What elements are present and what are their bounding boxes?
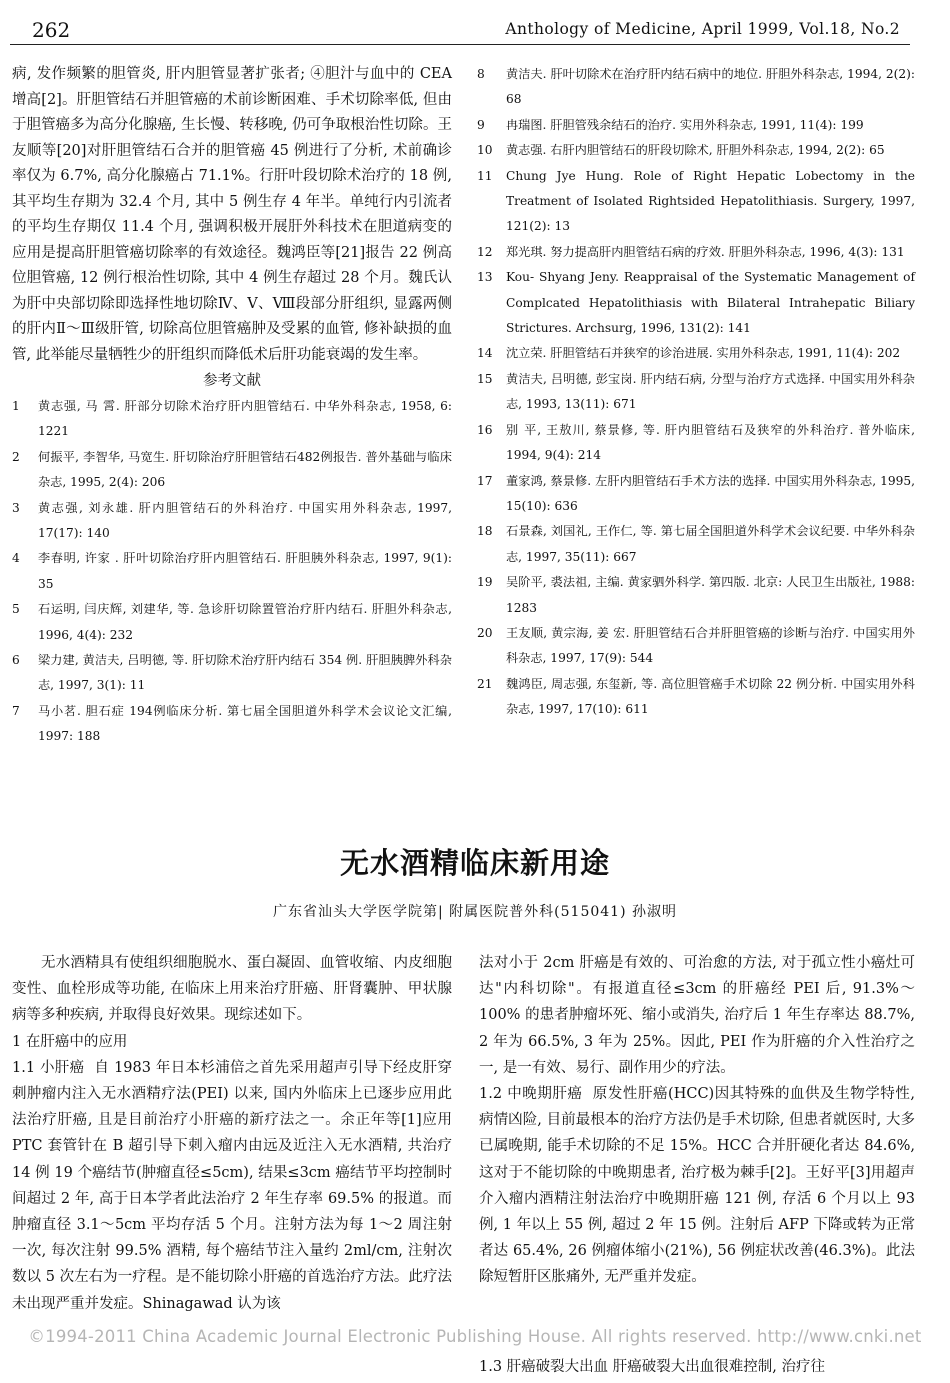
reference-item bbox=[477, 621, 915, 672]
subsection-label: 1.2 中晚期肝癌 bbox=[479, 1086, 583, 1103]
reference-text: 沈立荣. 肝胆管结石并狭窄的诊治进展. 实用外科杂志, 1991, 11(4): 202 bbox=[506, 346, 901, 361]
references-list-right bbox=[477, 62, 915, 723]
right-column bbox=[477, 62, 915, 723]
reference-item bbox=[12, 445, 452, 496]
reference-number: 2 bbox=[12, 449, 20, 464]
reference-item bbox=[477, 672, 915, 723]
reference-text: 郑光琪. 努力提高肝内胆管结石病的疗效. 肝胆外科杂志, 1996, 4(3): 131 bbox=[506, 244, 905, 259]
reference-text: 黄志强, 刘永雄. 肝内胆管结石的外科治疗. 中国实用外科杂志, 1997, 17(17): 140 bbox=[38, 500, 452, 541]
reference-item bbox=[477, 570, 915, 621]
subsection-text: 自 1983 年日本杉浦倍之首先采用超声引导下经皮肝穿刺肿瘤内注入无水酒精疗法(PEI) 以来, 国内外临床上已逐步应用此法治疗肝癌, 且是目前治疗小肝癌的新疗法之一。余正年等[1]应用 PTC 套管针在 B 超引导下刺入瘤内由远及近注入无水酒精, 共治疗 14 例 19 个癌结节(肿瘤直径≤5cm), 结果≤3cm 癌结节平均控制时间超过 2 年, 高于日本学者此法治疗 2 年生存率 69.5% 的报道。而肿瘤直径 3.1～5cm 平均存活 5 个月。注射方法为每 1～2 周注射一次, 每次注射 99.5% 酒精, 每个癌结节注入量约 2ml/cm, 注射次数以 5 次左右为一疗程。是不能切除小肝癌的首选治疗方法。此疗法未出现严重并发症。Shinagawad 认为该 bbox=[12, 1059, 453, 1312]
section-heading: 1 在肝癌中的应用 bbox=[12, 1033, 128, 1050]
reference-text: 董家鸿, 蔡景修. 左肝内胆管结石手术方法的选择. 中国实用外科杂志, 1995, 15(10): 636 bbox=[506, 473, 915, 513]
page-number: 262 bbox=[32, 18, 71, 42]
reference-text: 石景森, 刘国礼, 王作仁, 等. 第七届全国胆道外科学术会议纪要. 中华外科杂志, 1997, 35(11): 667 bbox=[506, 524, 915, 564]
reference-text: 吴阶平, 裘法祖, 主编. 黄家驷外科学. 第四版. 北京: 人民卫生出版社, 1988: 1283 bbox=[506, 575, 915, 615]
reference-item bbox=[477, 469, 915, 520]
reference-item bbox=[477, 240, 915, 265]
reference-item bbox=[477, 164, 915, 240]
article-byline: 广东省汕头大学医学院第| 附属医院普外科(515041) 孙淑明 bbox=[273, 904, 677, 920]
reference-text: 马小茗. 胆石症 194例临床分析. 第七届全国胆道外科学术会议论文汇编, 1997: 188 bbox=[38, 703, 452, 744]
reference-item bbox=[477, 138, 915, 163]
reference-text: 何振平, 李智华, 马宽生. 肝切除治疗肝胆管结石482例报告. 普外基础与临床杂志, 1995, 2(4): 206 bbox=[38, 449, 452, 490]
references-list-left bbox=[12, 394, 452, 750]
reference-text: 别 平, 王敖川, 蔡景修, 等. 肝内胆管结石及狭窄的外科治疗. 普外临床, 1994, 9(4): 214 bbox=[506, 422, 915, 463]
references-heading: 参考文献 bbox=[203, 373, 261, 389]
reference-number: 20 bbox=[477, 625, 493, 640]
subsection-1-3: 1.3 肝癌破裂大出血 肝癌破裂大出血很难控制, 治疗往 bbox=[479, 1359, 825, 1375]
subsection-label: 1.1 小肝癌 bbox=[12, 1059, 85, 1076]
reference-item bbox=[477, 341, 915, 366]
reference-number: 12 bbox=[477, 244, 493, 259]
header-rule bbox=[10, 44, 910, 45]
reference-number: 3 bbox=[12, 500, 20, 515]
reference-number: 6 bbox=[12, 653, 20, 668]
reference-number: 1 bbox=[12, 399, 20, 413]
reference-text: 王友顺, 黄宗海, 姜 宏. 肝胆管结石合并肝胆管癌的诊断与治疗. 中国实用外科杂志, 1997, 17(9): 544 bbox=[506, 625, 915, 666]
reference-text: 魏鸿臣, 周志强, 东玺新, 等. 高位胆管癌手术切除 22 例分析. 中国实用外科杂志, 1997, 17(10): 611 bbox=[506, 676, 915, 717]
reference-item bbox=[477, 265, 915, 341]
reference-number: 16 bbox=[477, 422, 493, 437]
reference-item bbox=[477, 367, 915, 418]
reference-item bbox=[477, 418, 915, 469]
reference-item bbox=[477, 519, 915, 570]
reference-item bbox=[12, 648, 452, 699]
reference-number: 9 bbox=[477, 117, 485, 132]
reference-number: 10 bbox=[477, 143, 493, 158]
reference-number: 14 bbox=[477, 346, 493, 361]
reference-item bbox=[12, 394, 452, 445]
reference-number: 8 bbox=[477, 67, 485, 81]
reference-text: 石运明, 闫庆辉, 刘建华, 等. 急诊肝切除置管治疗肝内结石. 肝胆外科杂志, 1996, 4(4): 232 bbox=[38, 602, 452, 642]
reference-number: 4 bbox=[12, 551, 20, 566]
article-right-column bbox=[479, 950, 915, 1291]
article-left-column bbox=[12, 950, 452, 1317]
reference-number: 17 bbox=[477, 473, 493, 488]
reference-number: 19 bbox=[477, 575, 493, 590]
reference-text: Kou- Shyang Jeny. Reappraisal of the Systematic Management of Complcated Hepatolithiasis with Bilateral Intrahepatic Biliary Strictures. Archsurg, 1996, 131(2): 141 bbox=[506, 270, 915, 336]
reference-item bbox=[12, 496, 452, 547]
reference-number: 15 bbox=[477, 371, 493, 386]
body-paragraph: 病, 发作频繁的胆管炎, 肝内胆管显著扩张者; ④胆汁与血中的 CEA 增高[2]。肝胆管结石并胆管癌的术前诊断困难、手术切除率低, 但由于胆管癌多为高分化腺癌, 生长慢、转移晚, 仍可争取根治性切除。王友顺等[20]对肝胆管结石合并的胆管癌 45 例进行了分析, 术前确诊率仅为 6.7%, 高分化腺癌占 71.1%。行肝叶段切除术治疗的 18 例, 其平均生存期为 32.4 个月, 其中 5 例生存 4 年半。单纯行内引流者的平均生存期仅 11.4 个月, 强调积极开展肝外科技术在胆道病变的应用是提高肝胆管癌切除率的有效途径。魏鸿臣等[21]报告 22 例高位胆管癌, 12 例行根治性切除, 其中 4 例生存超过 28 个月。魏氏认为肝中央部切除即选择性地切除Ⅳ、Ⅴ、Ⅷ段部分肝组织, 显露两侧的肝内Ⅱ～Ⅲ级肝管, 切除高位胆管癌肿及受累的血管, 修补缺损的血管, 此举能尽量牺牲少的肝组织而降低术后肝功能衰竭的发生率。 bbox=[12, 66, 452, 363]
copyright-watermark: ©1994-2011 China Academic Journal Electronic Publishing House. All rights reserved. http://www.cnki.net bbox=[28, 1327, 922, 1346]
continued-paragraph: 法对小于 2cm 肝癌是有效的、可治愈的方法, 对于孤立性小癌灶可达"内科切除"。有报道直径≤3cm 的肝癌经 PEI 后, 91.3%～100% 的患者肿瘤坏死、缩小或消失, 治疗后 1 年生存率达 88.7%, 2 年为 66.5%, 3 年为 25%。因此, PEI 作为肝癌的介入性治疗之一, 是一有效、易行、副作用少的疗法。 bbox=[479, 955, 915, 1076]
reference-number: 5 bbox=[12, 602, 20, 617]
reference-text: 冉瑞图. 肝胆管残余结石的治疗. 实用外科杂志, 1991, 11(4): 199 bbox=[506, 117, 864, 132]
reference-text: Chung Jye Hung. Role of Right Hepatic Lobectomy in the Treatment of Isolated Rightsided Hepatolithiasis. Surgery, 1997, 121(2): 13 bbox=[506, 168, 915, 234]
reference-item bbox=[12, 699, 452, 750]
article-title: 无水酒精临床新用途 bbox=[339, 846, 610, 880]
subsection-1-1 bbox=[12, 1055, 452, 1317]
journal-running-head: Anthology of Medicine, April 1999, Vol.18, No.2 bbox=[505, 20, 900, 38]
reference-text: 黄洁夫, 吕明德, 彭宝岗. 肝内结石病, 分型与治疗方式选择. 中国实用外科杂志, 1993, 13(11): 671 bbox=[506, 371, 915, 412]
reference-number: 21 bbox=[477, 676, 493, 691]
reference-text: 黄志强. 右肝内胆管结石的肝段切除术, 肝胆外科杂志, 1994, 2(2): 65 bbox=[506, 143, 885, 158]
left-column bbox=[12, 62, 452, 750]
reference-text: 黄洁夫. 肝叶切除术在治疗肝内结石病中的地位. 肝胆外科杂志, 1994, 2(2): 68 bbox=[506, 67, 915, 107]
page-header bbox=[0, 18, 950, 44]
reference-number: 7 bbox=[12, 703, 20, 718]
article-intro: 无水酒精具有使组织细胞脱水、蛋白凝固、血管收缩、内皮细胞变性、血栓形成等功能, 在临床上用来治疗肝癌、肝肾囊肿、甲状腺病等多种疾病, 并取得良好效果。现综述如下。 bbox=[12, 955, 452, 1024]
reference-number: 13 bbox=[477, 270, 493, 285]
reference-item bbox=[477, 113, 915, 138]
reference-text: 李春明, 许家 . 肝叶切除治疗肝内胆管结石. 肝胆胰外科杂志, 1997, 9(1): 35 bbox=[38, 551, 452, 591]
reference-item bbox=[477, 62, 915, 113]
reference-text: 梁力建, 黄洁夫, 吕明德, 等. 肝切除术治疗肝内结石 354 例. 肝胆胰脾外科杂志, 1997, 3(1): 11 bbox=[38, 653, 452, 693]
reference-item bbox=[12, 597, 452, 648]
subsection-1-2 bbox=[479, 1081, 915, 1291]
reference-number: 11 bbox=[477, 168, 493, 183]
reference-item bbox=[12, 546, 452, 597]
subsection-text: 原发性肝癌(HCC)因其特殊的血供及生物学特性, 病情凶险, 目前最根本的治疗方法仍是手术切除, 但患者就医时, 大多已属晚期, 能手术切除的不足 15%。HCC 合并肝硬化者达 84.6%, 这对于不能切除的中晚期患者, 治疗极为棘手[2]。王好平[3]用超声介入瘤内酒精注射法治疗中晚期肝癌 121 例, 存活 6 个月以上 93 例, 1 年以上 55 例, 超过 2 年 15 例。注射后 AFP 下降或转为正常者达 65.4%, 26 例瘤体缩小(21%), 56 例症状改善(46.3%)。此法除短暂肝区胀痛外, 无严重并发症。 bbox=[479, 1086, 915, 1286]
reference-number: 18 bbox=[477, 524, 493, 539]
reference-text: 黄志强, 马 霄. 肝部分切除术治疗肝内胆管结石. 中华外科杂志, 1958, 6: 1221 bbox=[38, 399, 452, 439]
